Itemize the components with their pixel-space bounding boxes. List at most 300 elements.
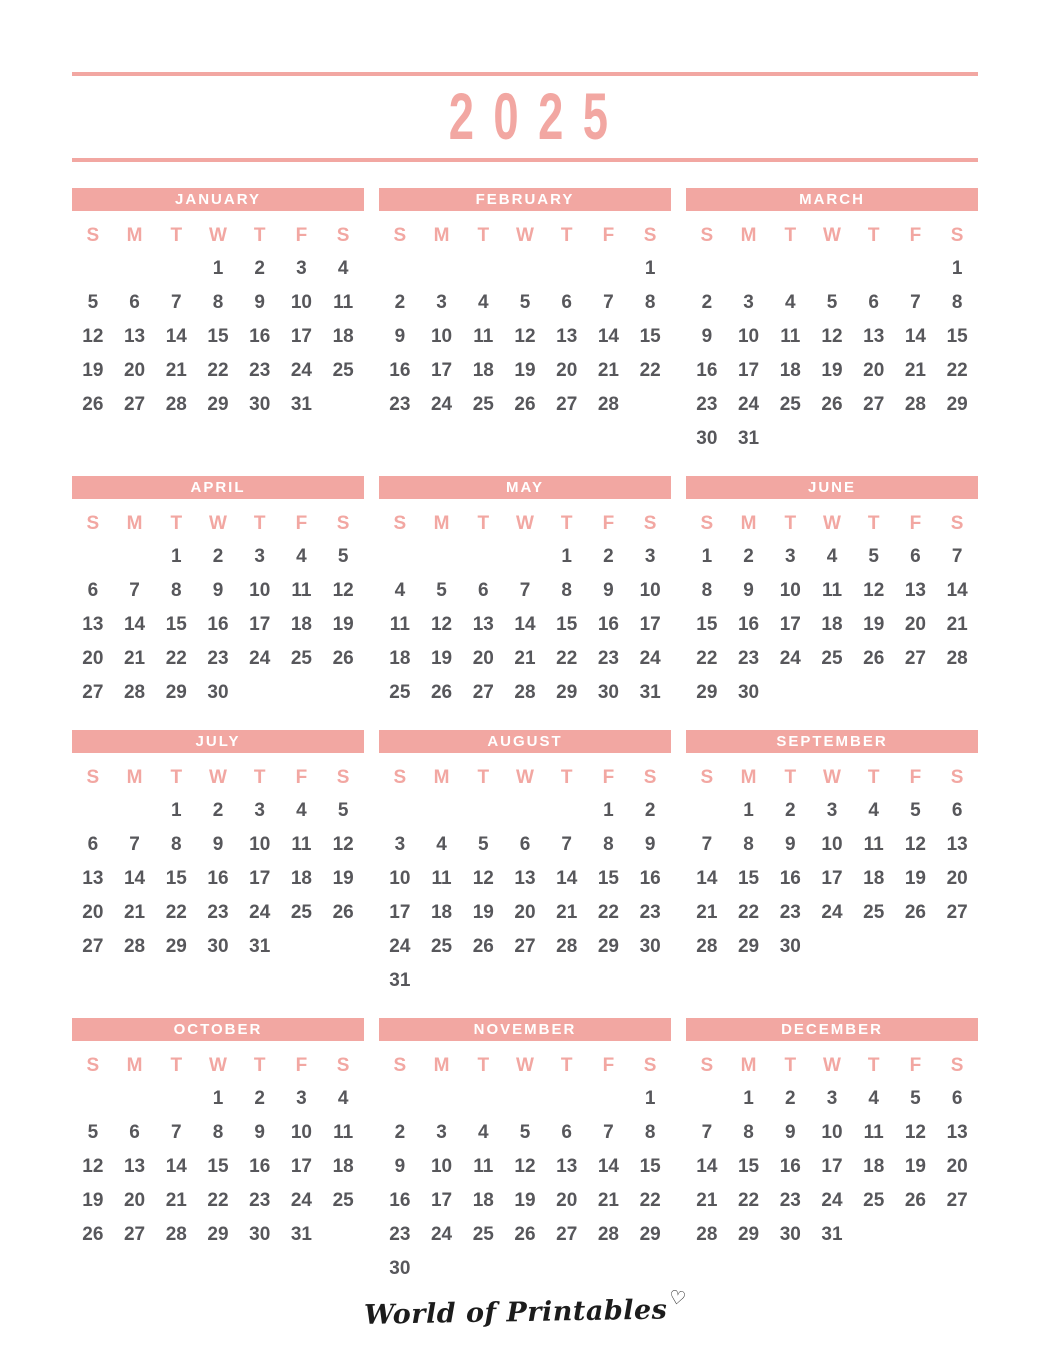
date-cell: 6: [129, 292, 140, 313]
date-cell: 17: [290, 1156, 312, 1177]
day-letters-row: [686, 220, 978, 252]
date-cell: 14: [597, 326, 619, 347]
day-letter: F: [295, 225, 308, 246]
week-row: [72, 794, 364, 828]
empty-date-cell: [629, 388, 671, 422]
date-cell: 16: [389, 360, 411, 381]
day-letter: M: [740, 225, 757, 246]
day-letter: F: [909, 1055, 922, 1076]
day-letter: T: [867, 513, 880, 534]
date-cell: 14: [556, 868, 578, 889]
date-cell: 17: [821, 868, 843, 889]
date-cell: 4: [337, 1088, 349, 1109]
date-cell: 25: [779, 394, 801, 415]
week-row: [379, 1184, 671, 1218]
date-cell: 1: [170, 800, 182, 821]
date-cell: 13: [514, 868, 536, 889]
date-cell: 1: [951, 258, 963, 279]
day-letter: S: [643, 767, 657, 788]
week-row: [379, 1116, 671, 1150]
empty-date-cell: [462, 794, 504, 828]
empty-date-cell: [322, 930, 364, 964]
day-letter: W: [516, 225, 534, 246]
day-letter: S: [950, 513, 964, 534]
empty-date-cell: [421, 794, 463, 828]
day-letter: T: [560, 513, 573, 534]
week-row: [72, 1082, 364, 1116]
date-cell: 25: [290, 902, 312, 923]
date-cell: 4: [868, 1088, 879, 1109]
date-cell: 7: [170, 292, 182, 313]
week-row: [379, 388, 671, 422]
empty-date-cell: [629, 1252, 671, 1286]
date-cell: 20: [123, 360, 146, 381]
week-row: [686, 574, 978, 608]
date-cell: 19: [332, 614, 354, 635]
empty-date-cell: [936, 1218, 978, 1252]
day-letter: F: [602, 1055, 615, 1076]
date-cell: 9: [784, 1122, 796, 1143]
date-cell: 23: [779, 1190, 801, 1211]
day-letters-row: [72, 508, 364, 540]
empty-date-cell: [322, 388, 364, 422]
week-row: [686, 1082, 978, 1116]
date-cell: 11: [863, 834, 884, 855]
date-cell: 28: [946, 648, 968, 669]
day-letter: S: [86, 767, 100, 788]
date-cell: 18: [863, 868, 885, 889]
date-cell: 30: [639, 936, 661, 957]
week-row: [72, 828, 364, 862]
date-cell: 7: [561, 834, 572, 855]
date-cell: 16: [696, 360, 718, 381]
date-cell: 10: [249, 834, 271, 855]
day-letter: S: [643, 225, 657, 246]
date-cell: 12: [332, 580, 354, 601]
week-row: [686, 794, 978, 828]
empty-date-cell: [769, 422, 811, 456]
date-cell: 5: [910, 1088, 921, 1109]
day-letters-row: [686, 508, 978, 540]
date-cell: 20: [904, 614, 926, 635]
date-cell: 30: [389, 1258, 411, 1279]
date-cell: 24: [430, 394, 453, 415]
date-cell: 25: [863, 1190, 885, 1211]
date-cell: 16: [249, 1156, 271, 1177]
month-title: JULY: [72, 730, 364, 753]
date-cell: 23: [249, 1190, 271, 1211]
empty-date-cell: [504, 540, 546, 574]
date-cell: 26: [904, 902, 926, 923]
date-cell: 29: [946, 394, 968, 415]
date-cell: 18: [863, 1156, 885, 1177]
date-cell: 10: [249, 580, 271, 601]
date-cell: 9: [212, 580, 224, 601]
date-cell: 7: [129, 580, 140, 601]
date-cell: 26: [472, 936, 494, 957]
empty-date-cell: [239, 676, 281, 710]
date-cell: 11: [291, 580, 312, 601]
date-cell: 18: [290, 614, 312, 635]
date-cell: 9: [603, 580, 614, 601]
day-letters-row: [379, 762, 671, 794]
date-cell: 5: [826, 292, 838, 313]
date-cell: 27: [514, 936, 536, 957]
week-row: [379, 930, 671, 964]
date-cell: 10: [779, 580, 801, 601]
brand-logo: [363, 1287, 686, 1331]
week-row: [379, 1252, 671, 1286]
date-cell: 13: [123, 326, 146, 347]
date-cell: 11: [431, 868, 452, 889]
date-cell: 16: [207, 868, 229, 889]
date-cell: 4: [477, 1122, 489, 1143]
date-cell: 9: [394, 1156, 406, 1177]
date-cell: 6: [561, 1122, 572, 1143]
date-cell: 15: [737, 1156, 760, 1177]
empty-date-cell: [895, 1218, 937, 1252]
day-letter: F: [295, 767, 308, 788]
week-row: [72, 388, 364, 422]
date-cell: 17: [779, 614, 801, 635]
date-cell: 8: [212, 1122, 224, 1143]
date-cell: 24: [290, 360, 312, 381]
day-letter: F: [295, 1055, 308, 1076]
date-cell: 7: [951, 546, 963, 567]
date-cell: 3: [254, 546, 265, 567]
date-cell: 27: [82, 682, 104, 703]
date-cell: 6: [951, 1088, 963, 1109]
date-cell: 6: [477, 580, 489, 601]
week-row: [379, 676, 671, 710]
date-cell: 14: [696, 868, 718, 889]
date-cell: 1: [743, 1088, 754, 1109]
date-cell: 18: [779, 360, 801, 381]
date-cell: 20: [82, 902, 104, 923]
date-cell: 4: [826, 546, 838, 567]
day-letter: T: [477, 1055, 490, 1076]
day-letters-row: [72, 1050, 364, 1082]
date-cell: 3: [644, 546, 656, 567]
date-cell: 1: [743, 800, 754, 821]
date-cell: 6: [868, 292, 879, 313]
date-cell: 13: [82, 614, 104, 635]
date-cell: 23: [696, 394, 718, 415]
date-cell: 28: [123, 682, 146, 703]
date-cell: 9: [784, 834, 796, 855]
empty-date-cell: [686, 252, 728, 286]
week-row: [72, 642, 364, 676]
date-cell: 5: [477, 834, 489, 855]
date-cell: 4: [784, 292, 796, 313]
date-cell: 15: [639, 1156, 661, 1177]
date-cell: 23: [389, 394, 411, 415]
week-row: [686, 1116, 978, 1150]
date-cell: 5: [436, 580, 447, 601]
date-cell: 28: [165, 1224, 187, 1245]
date-cell: 2: [784, 800, 796, 821]
date-cell: 14: [696, 1156, 718, 1177]
week-row: [72, 540, 364, 574]
date-cell: 24: [249, 902, 271, 923]
day-letter: M: [126, 767, 143, 788]
date-cell: 10: [821, 1122, 843, 1143]
week-row: [72, 574, 364, 608]
empty-date-cell: [895, 676, 937, 710]
week-row: [686, 1150, 978, 1184]
empty-date-cell: [72, 540, 114, 574]
week-row: [72, 1150, 364, 1184]
date-cell: 9: [254, 1122, 265, 1143]
day-letter: T: [867, 767, 880, 788]
day-letter: T: [253, 767, 266, 788]
day-letter: T: [784, 513, 797, 534]
day-letters-row: [72, 762, 364, 794]
day-letter: M: [740, 1055, 757, 1076]
date-cell: 29: [737, 1224, 760, 1245]
date-cell: 20: [946, 868, 968, 889]
day-letter: M: [433, 1055, 450, 1076]
date-cell: 16: [207, 614, 229, 635]
empty-date-cell: [421, 540, 463, 574]
empty-date-cell: [72, 1082, 114, 1116]
date-cell: 5: [910, 800, 921, 821]
date-cell: 31: [821, 1224, 843, 1245]
date-cell: 21: [165, 1190, 187, 1211]
empty-date-cell: [379, 540, 421, 574]
date-cell: 25: [472, 394, 494, 415]
date-cell: 10: [737, 326, 760, 347]
day-letter: T: [477, 767, 490, 788]
date-cell: 21: [597, 360, 619, 381]
date-cell: 17: [389, 902, 411, 923]
empty-date-cell: [895, 422, 937, 456]
empty-date-cell: [421, 252, 463, 286]
date-cell: 10: [639, 580, 661, 601]
week-row: [379, 896, 671, 930]
empty-date-cell: [853, 1218, 895, 1252]
date-cell: 28: [696, 1224, 718, 1245]
date-cell: 14: [165, 326, 187, 347]
date-cell: 1: [561, 546, 572, 567]
date-cell: 7: [129, 834, 140, 855]
day-letter: S: [643, 1055, 657, 1076]
date-cell: 21: [597, 1190, 619, 1211]
date-cell: 31: [290, 394, 312, 415]
empty-date-cell: [936, 676, 978, 710]
empty-date-cell: [769, 252, 811, 286]
date-cell: 2: [603, 546, 614, 567]
date-cell: 28: [165, 394, 187, 415]
date-cell: 3: [296, 1088, 307, 1109]
week-row: [379, 1218, 671, 1252]
date-cell: 15: [639, 326, 661, 347]
date-cell: 7: [701, 1122, 713, 1143]
date-cell: 23: [389, 1224, 411, 1245]
date-cell: 29: [207, 394, 229, 415]
date-cell: 23: [639, 902, 661, 923]
week-row: [379, 642, 671, 676]
date-cell: 2: [394, 292, 406, 313]
week-row: [686, 422, 978, 456]
empty-date-cell: [546, 1252, 588, 1286]
empty-date-cell: [462, 1252, 504, 1286]
date-cell: 13: [556, 1156, 578, 1177]
day-letter: F: [602, 513, 615, 534]
date-cell: 8: [701, 580, 713, 601]
date-cell: 19: [82, 360, 104, 381]
empty-date-cell: [72, 252, 114, 286]
date-cell: 1: [603, 800, 614, 821]
day-letter: F: [295, 513, 308, 534]
date-cell: 21: [946, 614, 968, 635]
date-cell: 21: [165, 360, 187, 381]
week-row: [379, 964, 671, 998]
empty-date-cell: [811, 930, 853, 964]
empty-date-cell: [322, 676, 364, 710]
date-cell: 27: [946, 1190, 968, 1211]
date-cell: 30: [737, 682, 760, 703]
week-row: [72, 608, 364, 642]
date-cell: 15: [946, 326, 968, 347]
date-cell: 9: [254, 292, 265, 313]
day-letter: W: [516, 1055, 534, 1076]
date-cell: 22: [165, 902, 187, 923]
months-grid: [72, 188, 978, 1286]
empty-date-cell: [504, 1082, 546, 1116]
date-cell: 13: [556, 326, 578, 347]
date-cell: 19: [821, 360, 843, 381]
day-letters-row: [686, 762, 978, 794]
date-cell: 30: [207, 936, 229, 957]
date-cell: 23: [249, 360, 271, 381]
date-cell: 28: [597, 1224, 619, 1245]
month-title: SEPTEMBER: [686, 730, 978, 753]
week-row: [686, 1218, 978, 1252]
day-letter: M: [126, 513, 143, 534]
date-cell: 8: [743, 1122, 754, 1143]
day-letter: W: [209, 1055, 227, 1076]
week-row: [686, 388, 978, 422]
date-cell: 1: [170, 546, 182, 567]
week-row: [379, 286, 671, 320]
date-cell: 11: [863, 1122, 884, 1143]
date-cell: 28: [123, 936, 146, 957]
date-cell: 8: [644, 292, 656, 313]
date-cell: 25: [430, 936, 453, 957]
date-cell: 31: [639, 682, 661, 703]
date-cell: 14: [946, 580, 968, 601]
date-cell: 31: [249, 936, 271, 957]
month-title: JUNE: [686, 476, 978, 499]
date-cell: 12: [863, 580, 885, 601]
date-cell: 22: [737, 902, 760, 923]
empty-date-cell: [504, 1252, 546, 1286]
week-row: [686, 608, 978, 642]
empty-date-cell: [546, 964, 588, 998]
date-cell: 22: [165, 648, 187, 669]
week-row: [72, 930, 364, 964]
date-cell: 3: [436, 292, 447, 313]
day-letter: S: [336, 513, 350, 534]
date-cell: 26: [514, 394, 536, 415]
date-cell: 8: [644, 1122, 656, 1143]
date-cell: 9: [701, 326, 713, 347]
date-cell: 12: [82, 1156, 104, 1177]
date-cell: 13: [904, 580, 926, 601]
date-cell: 22: [597, 902, 619, 923]
month-june: [686, 476, 978, 710]
day-letter: S: [86, 513, 100, 534]
month-title: OCTOBER: [72, 1018, 364, 1041]
week-row: [72, 1218, 364, 1252]
day-letter: M: [433, 767, 450, 788]
week-row: [72, 252, 364, 286]
date-cell: 7: [603, 1122, 614, 1143]
date-cell: 15: [165, 614, 187, 635]
empty-date-cell: [281, 676, 323, 710]
date-cell: 5: [337, 546, 349, 567]
date-cell: 15: [737, 868, 760, 889]
date-cell: 17: [737, 360, 760, 381]
date-cell: 18: [290, 868, 312, 889]
empty-date-cell: [588, 964, 630, 998]
date-cell: 25: [821, 648, 843, 669]
date-cell: 28: [514, 682, 536, 703]
month-title: DECEMBER: [686, 1018, 978, 1041]
year-title: 2025: [449, 80, 628, 154]
date-cell: 18: [389, 648, 411, 669]
date-cell: 2: [212, 546, 224, 567]
empty-date-cell: [462, 252, 504, 286]
date-cell: 27: [556, 394, 578, 415]
empty-date-cell: [811, 252, 853, 286]
date-cell: 24: [430, 1224, 453, 1245]
empty-date-cell: [546, 794, 588, 828]
date-cell: 19: [332, 868, 354, 889]
day-letter: S: [643, 513, 657, 534]
day-letter: W: [823, 1055, 841, 1076]
date-cell: 24: [249, 648, 271, 669]
date-cell: 28: [556, 936, 578, 957]
date-cell: 22: [207, 1190, 229, 1211]
date-cell: 4: [296, 546, 307, 567]
empty-date-cell: [853, 676, 895, 710]
date-cell: 3: [436, 1122, 447, 1143]
date-cell: 7: [701, 834, 713, 855]
week-row: [686, 642, 978, 676]
date-cell: 24: [737, 394, 760, 415]
date-cell: 11: [333, 292, 354, 313]
date-cell: 16: [639, 868, 661, 889]
brand-text: World of Printables: [363, 1294, 668, 1331]
date-cell: 24: [290, 1190, 312, 1211]
date-cell: 14: [514, 614, 536, 635]
date-cell: 31: [290, 1224, 312, 1245]
empty-date-cell: [379, 794, 421, 828]
month-title: JANUARY: [72, 188, 364, 211]
week-row: [379, 1082, 671, 1116]
date-cell: 19: [82, 1190, 104, 1211]
month-january: [72, 188, 364, 422]
empty-date-cell: [504, 252, 546, 286]
date-cell: 5: [87, 1122, 99, 1143]
month-february: [379, 188, 671, 422]
day-letter: T: [253, 225, 266, 246]
date-cell: 6: [87, 580, 99, 601]
date-cell: 14: [165, 1156, 187, 1177]
date-cell: 30: [779, 1224, 801, 1245]
